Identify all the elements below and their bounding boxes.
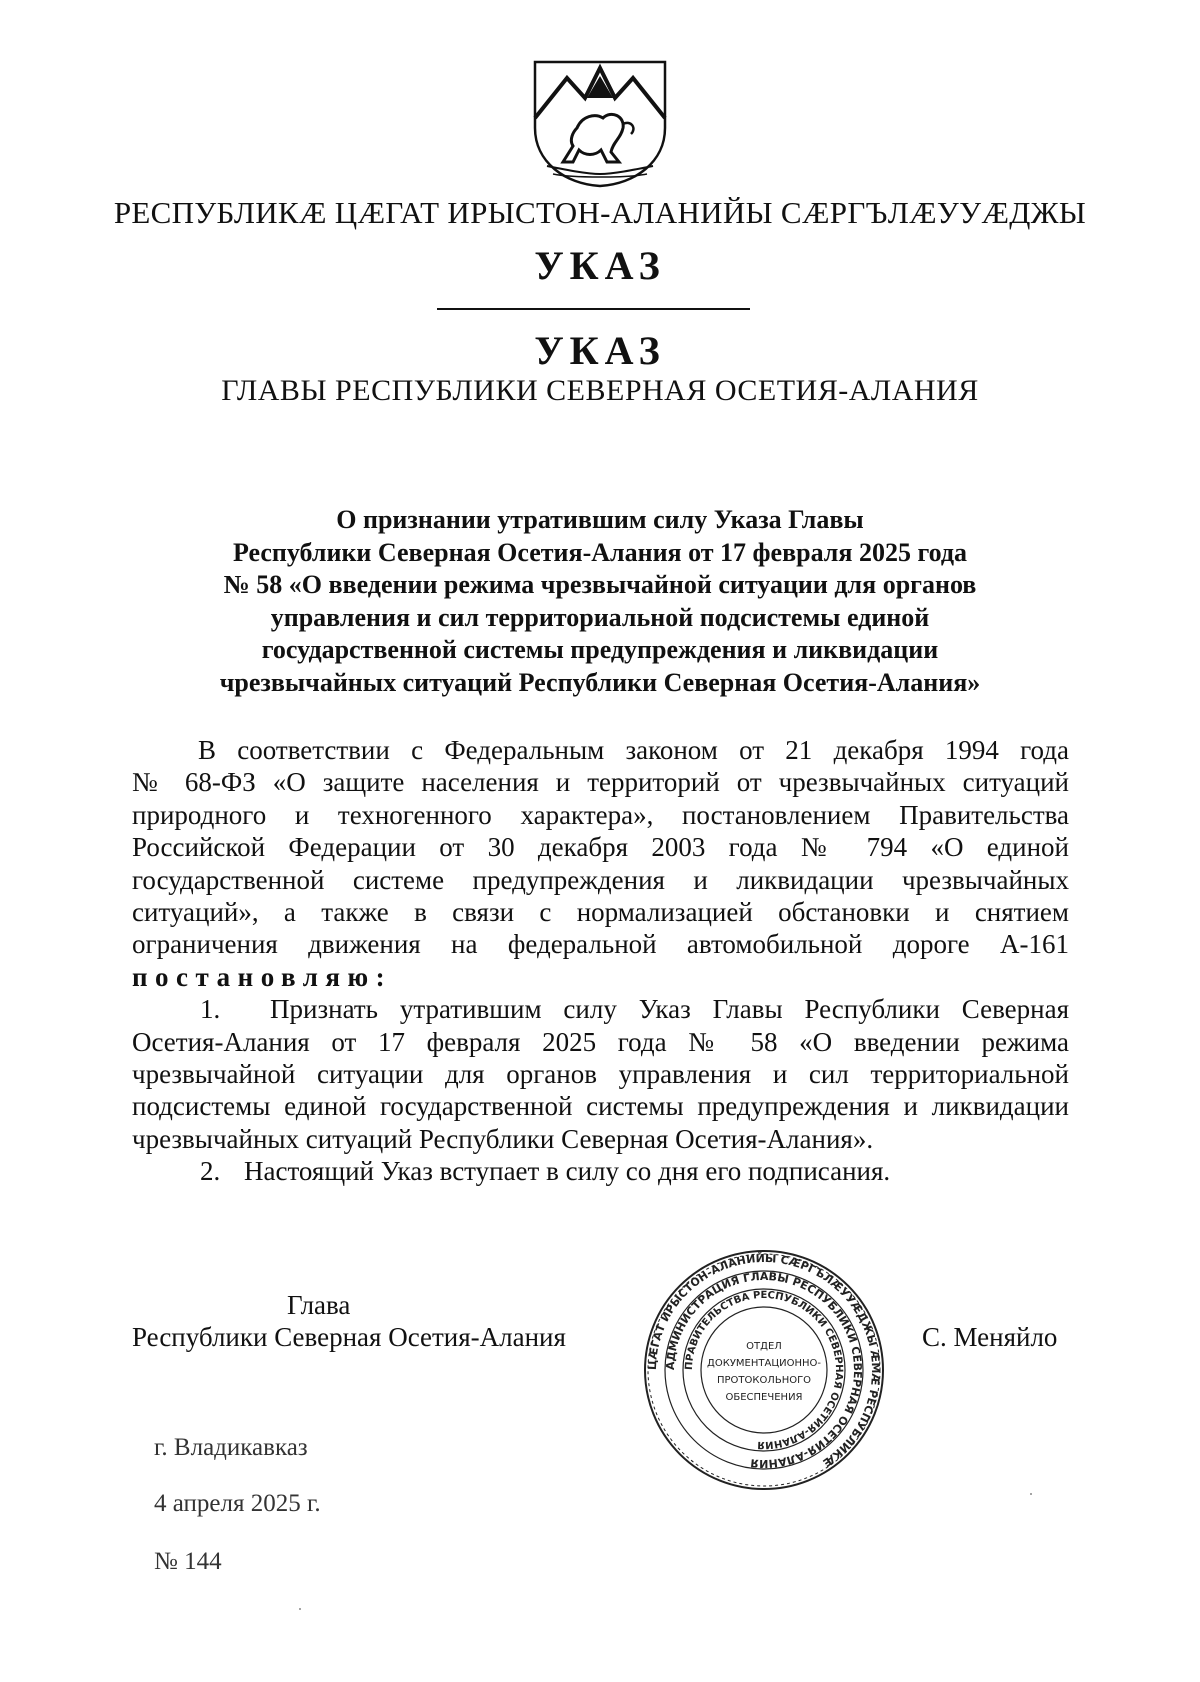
- stamp-center-line: ДОКУМЕНТАЦИОННО-: [707, 1358, 821, 1369]
- item-line: подсистемы единой государственной системы предупреждения и ликвидации: [132, 1091, 1069, 1122]
- preamble-line: государственной системе предупреждения и ликвидации чрезвычайных: [132, 864, 1069, 895]
- signature-name: С. Меняйло: [922, 1322, 1058, 1352]
- scan-speck: [299, 1608, 301, 1610]
- title-line: чрезвычайных ситуаций Республики Северная Осетия-Алания»: [219, 667, 981, 697]
- title-line: О признании утратившим силу Указа Главы: [336, 505, 864, 534]
- decree-body: [132, 734, 1069, 1188]
- item-line: чрезвычайных ситуаций Республики Северная Осетия-Алания».: [132, 1123, 874, 1154]
- item-number: 1.: [200, 994, 221, 1025]
- title-line: № 58 «О введении режима чрезвычайной ситуации для органов: [223, 570, 977, 599]
- official-stamp: [643, 1249, 885, 1491]
- place-of-signing: г. Владикавказ: [154, 1434, 308, 1461]
- stamp-inner-text: ПРАВИТЕЛЬСТВА РЕСПУБЛИКИ СЕВЕРНАЯ ОСЕТИЯ-АЛАНИЯ: [683, 1289, 845, 1451]
- item-line: чрезвычайной ситуации для органов управления и сил территориальной: [132, 1059, 1069, 1090]
- stamp-outer-text: ЦÆГАТ ИРЫСТОН-АЛАНИЙЫ СÆРГЪЛÆУУÆДЖЫ ÆМÆ РЕСПУБЛИКÆ: [645, 1251, 883, 1470]
- header-divider: [437, 308, 750, 310]
- decree-item-1: [132, 993, 1069, 1025]
- header-ukaz-ossetian: УКАЗ: [534, 243, 666, 288]
- item-number: 2.: [200, 1156, 221, 1187]
- title-line: управления и сил территориальной подсистемы единой: [270, 602, 930, 632]
- preamble-line: природного и техногенного характера», постановлением Правительства: [132, 799, 1069, 830]
- decree-number: № 144: [154, 1548, 222, 1575]
- decree-word: постановляю:: [132, 961, 393, 992]
- item-line: Осетия-Алания от 17 февраля 2025 года № 58 «О введении режима: [132, 1026, 1069, 1057]
- title-line: государственной системы предупреждения и ликвидации: [261, 635, 939, 664]
- preamble-line: Российской Федерации от 30 декабря 2003 года № 794 «О единой: [132, 832, 1069, 863]
- decree-item-2: [132, 1155, 1069, 1187]
- item-text: Настоящий Указ вступает в силу со дня его подписания.: [244, 1156, 891, 1187]
- header-ossetian-title: РЕСПУБЛИКÆ ЦÆГАТ ИРЫСТОН-АЛАНИЙЫ СÆРГЪЛÆУУÆДЖЫ: [113, 195, 1087, 230]
- header-ukaz-russian: УКАЗ: [534, 328, 666, 373]
- signing-date: 4 апреля 2025 г.: [154, 1490, 321, 1517]
- svg-text:ПРАВИТЕЛЬСТВА РЕСПУБЛИКИ СЕВЕР: [684, 1290, 844, 1450]
- item-text: Признать утратившим силу Указ Главы Республики Северная: [270, 994, 1069, 1025]
- preamble-line: № 68-ФЗ «О защите населения и территорий от чрезвычайных ситуаций: [132, 767, 1069, 798]
- preamble-line: ограничения движения на федеральной автомобильной дороге А-161: [132, 929, 1069, 960]
- coat-of-arms-emblem: [527, 58, 673, 188]
- preamble-line: ситуаций», а также в связи с нормализацией обстановки и снятием: [132, 897, 1069, 928]
- stamp-middle-text: АДМИНИСТРАЦИЯ ГЛАВЫ РЕСПУБЛИКИ СЕВЕРНАЯ ОСЕТИЯ-АЛАНИЯ: [663, 1269, 865, 1471]
- preamble-line: В соответствии с Федеральным законом от 21 декабря 1994 года: [198, 735, 1069, 765]
- title-line: Республики Северная Осетия-Алания от 17 февраля 2025 года: [232, 537, 968, 567]
- stamp-center-line: ПРОТОКОЛЬНОГО: [716, 1375, 812, 1386]
- scan-speck: [1030, 1493, 1032, 1495]
- stamp-center-line: ОБЕСПЕЧЕНИЯ: [725, 1392, 803, 1403]
- signature-position-line1: Глава: [287, 1290, 351, 1320]
- header-russian-title: ГЛАВЫ РЕСПУБЛИКИ СЕВЕРНАЯ ОСЕТИЯ-АЛАНИЯ: [221, 374, 979, 407]
- stamp-center-line: ОТДЕЛ: [746, 1341, 782, 1352]
- signature-position-line2: Республики Северная Осетия-Алания: [132, 1322, 566, 1352]
- decree-title: [100, 504, 1100, 699]
